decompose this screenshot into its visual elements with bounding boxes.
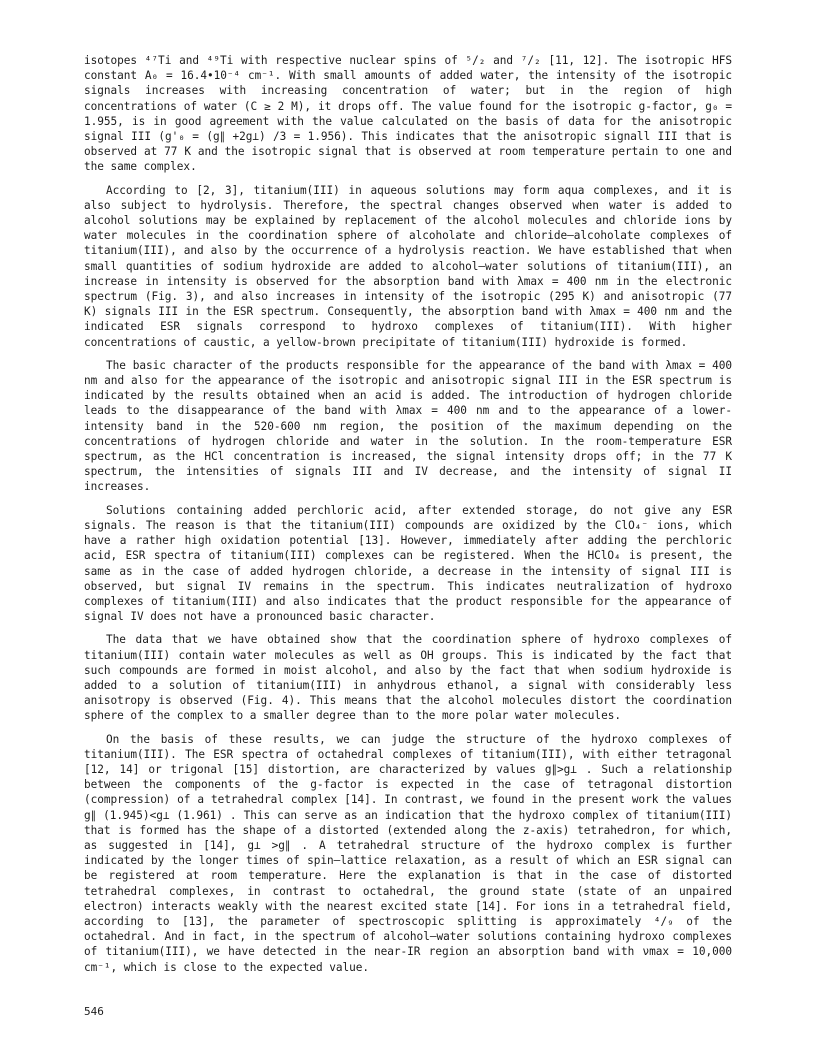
body-text [84, 53, 732, 983]
paragraph-2: According to [2, 3], titanium(III) in aqueous solutions may form aqua complexes, and it is also subject to hydrolysis. Therefore, the spectral changes observed when water is added to alcohol solutions may be explained by replacement of the alcohol molecules and chloride ions by water molecules in the coordination sphere of alcoholate and chloride–alcoholate complexes of titanium(III), and also by the occurrence of a hydrolysis reaction. We have established that when small quantities of sodium hydroxide are added to alcohol–water solutions of titanium(III), an increase in intensity is observed for the absorption band with λmax = 400 nm in the electronic spectrum (Fig. 3), and also increases in intensity of the isotropic (295 K) and anisotropic (77 K) signals III in the ESR spectrum. Consequently, the absorption band with λmax = 400 nm and the indicated ESR signals correspond to hydroxo complexes of titanium(III). With higher concentrations of caustic, a yellow-brown precipitate of titanium(III) hydroxide is formed. [84, 183, 732, 349]
paragraph-1: isotopes ⁴⁷Ti and ⁴⁹Ti with respective nuclear spins of ⁵/₂ and ⁷/₂ [11, 12]. The isotropic HFS constant A₀ = 16.4•10⁻⁴ cm⁻¹. With small amounts of added water, the intensity of the isotropic signals increases with increasing concentration of water; but in the region of high concentrations of water (C ≥ 2 M), it drops off. The value found for the isotropic g-factor, g₀ = 1.955, is in good agreement with the value calculated on the basis of data for the anisotropic signal III (g'₀ = (g∥ +2g⊥) /3 = 1.956). This indicates that the anisotropic signall III that is observed at 77 K and the isotropic signal that is observed at room temperature pertain to one and the same complex. [84, 54, 732, 174]
paragraph-6: On the basis of these results, we can judge the structure of the hydroxo complexes of titanium(III). The ESR spectra of octahedral complexes of titanium(III), with either tetragonal [12, 14] or trigonal [15] distortion, are characterized by values g∥>g⊥ . Such a relationship between the components of the g-factor is expected in the case of tetragonal distortion (compression) of a tetrahedral complex [14]. In contrast, we found in the present work the values g∥ (1.945)<g⊥ (1.961) . This can serve as an indication that the hydroxo complex of titanium(III) that is formed has the shape of a distorted (extended along the z-axis) tetrahedron, for which, as suggested in [14], g⊥ >g∥ . A tetrahedral structure of the hydroxo complex is further indicated by the longer times of spin–lattice relaxation, as a result of which an ESR signal can be registered at room temperature. Here the explanation is that in the case of distorted tetrahedral complexes, in contrast to octahedral, the ground state (state of an unpaired electron) interacts weakly with the nearest excited state [14]. For ions in a tetrahedral field, according to [13], the parameter of spectroscopic splitting is approximately ⁴/₉ of the octahedral. And in fact, in the spectrum of alcohol–water solutions containing hydroxo complexes of titanium(III), we have detected in the near-IR region an absorption band with νmax = 10,000 cm⁻¹, which is close to the expected value. [84, 732, 732, 974]
paragraph-4: Solutions containing added perchloric acid, after extended storage, do not give any ESR signals. The reason is that the titanium(III) compounds are oxidized by the ClO₄⁻ ions, which have a rather high oxidation potential [13]. However, immediately after adding the perchloric acid, ESR spectra of titanium(III) complexes can be registered. When the HClO₄ is present, the same as in the case of added hydrogen chloride, a decrease in the intensity of signal III is observed, but signal IV remains in the spectrum. This indicates neutralization of hydroxo complexes of titanium(III) and also indicates that the product responsible for the appearance of signal IV does not have a pronounced basic character. [84, 503, 732, 624]
paragraph-3: The basic character of the products responsible for the appearance of the band with λmax = 400 nm and also for the appearance of the isotropic and anisotropic signal III in the ESR spectrum is indicated by the results obtained when an acid is added. The introduction of hydrogen chloride leads to the disappearance of the band with λmax = 400 nm and to the appearance of a lower-intensity band in the 520-600 nm region, the position of the maximum depending on the concentrations of hydrogen chloride and water in the solution. In the room-temperature ESR spectrum, as the HCl concentration is increased, the signal intensity drops off; in the 77 K spectrum, the intensities of signals III and IV decrease, and the intensity of signal II increases. [84, 358, 732, 494]
page-number: 546 [84, 1005, 104, 1018]
paragraph-5: The data that we have obtained show that the coordination sphere of hydroxo complexes of titanium(III) contain water molecules as well as OH groups. This is indicated by the fact that such compounds are formed in moist alcohol, and also by the fact that when sodium hydroxide is added to a solution of titanium(III) in anhydrous ethanol, a signal with considerably less anisotropy is observed (Fig. 4). This means that the alcohol molecules distort the coordination sphere of the complex to a smaller degree than to the more polar water molecules. [84, 633, 732, 723]
